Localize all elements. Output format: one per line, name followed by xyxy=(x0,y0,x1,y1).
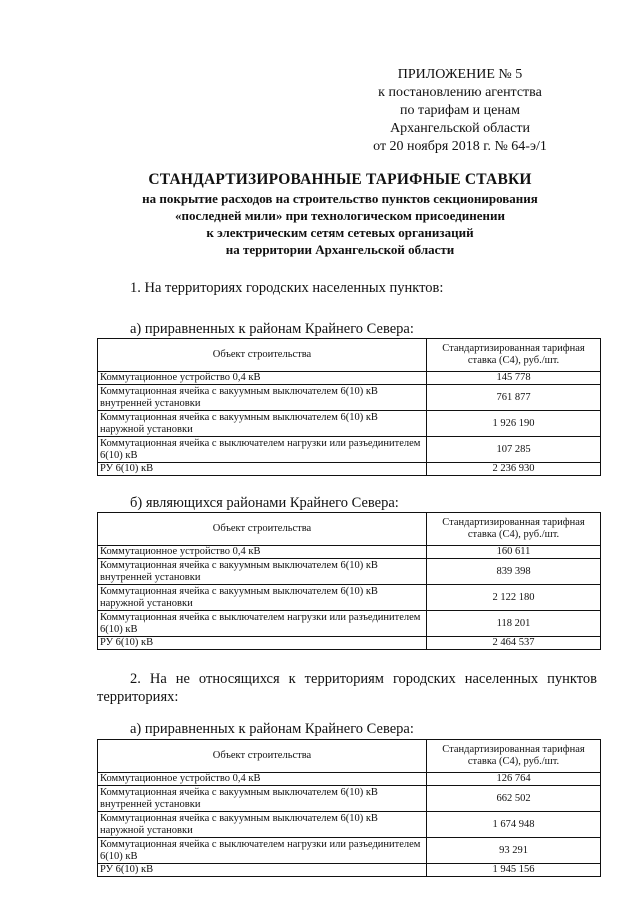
table-row xyxy=(98,372,601,385)
row-value: 1 674 948 xyxy=(427,812,601,838)
row-value: 145 778 xyxy=(427,372,601,385)
header-rate: Стандартизированная тарифная ставка (С4), руб./шт. xyxy=(427,339,601,372)
document-title-line-3: «последней мили» при технологическом присоединении xyxy=(174,208,506,223)
section-2a-heading: а) приравненных к районам Крайнего Севера: xyxy=(130,721,414,737)
table-row xyxy=(98,585,601,611)
section-1a-heading: а) приравненных к районам Крайнего Севера: xyxy=(130,321,414,337)
row-value: 118 201 xyxy=(427,611,601,637)
row-value: 839 398 xyxy=(427,559,601,585)
row-value: 2 464 537 xyxy=(427,637,601,650)
table-row xyxy=(98,812,601,838)
row-object: Коммутационное устройство 0,4 кВ xyxy=(98,546,427,559)
row-value: 2 122 180 xyxy=(427,585,601,611)
row-object: Коммутационная ячейка с вакуумным выключателем 6(10) кВ наружной установки xyxy=(98,585,427,611)
appendix-title: ПРИЛОЖЕНИЕ № 5 xyxy=(397,67,523,82)
row-value: 662 502 xyxy=(427,786,601,812)
table-row xyxy=(98,611,601,637)
table-row xyxy=(98,411,601,437)
row-object: Коммутационная ячейка с выключателем нагрузки или разъединителем 6(10) кВ xyxy=(98,611,427,637)
row-object: Коммутационная ячейка с выключателем нагрузки или разъединителем 6(10) кВ xyxy=(98,838,427,864)
row-object: РУ 6(10) кВ xyxy=(98,463,427,476)
row-object: Коммутационное устройство 0,4 кВ xyxy=(98,773,427,786)
table-row xyxy=(98,559,601,585)
row-object: Коммутационная ячейка с вакуумным выключателем 6(10) кВ наружной установки xyxy=(98,812,427,838)
document-title-main: СТАНДАРТИЗИРОВАННЫЕ ТАРИФНЫЕ СТАВКИ xyxy=(148,171,532,188)
rates-table-2a xyxy=(97,739,601,877)
row-value: 2 236 930 xyxy=(427,463,601,476)
row-value: 1 926 190 xyxy=(427,411,601,437)
table-row xyxy=(98,637,601,650)
row-object: РУ 6(10) кВ xyxy=(98,864,427,877)
section-1b-heading: б) являющихся районами Крайнего Севера: xyxy=(130,495,399,511)
row-value: 107 285 xyxy=(427,437,601,463)
table-row xyxy=(98,838,601,864)
row-object: Коммутационная ячейка с вакуумным выключателем 6(10) кВ наружной установки xyxy=(98,411,427,437)
row-value: 160 611 xyxy=(427,546,601,559)
header-object: Объект строительства xyxy=(98,339,427,372)
table-row xyxy=(98,463,601,476)
header-rate: Стандартизированная тарифная ставка (С4), руб./шт. xyxy=(427,513,601,546)
row-object: Коммутационная ячейка с вакуумным выключателем 6(10) кВ внутренней установки xyxy=(98,385,427,411)
document-title xyxy=(70,170,610,258)
table-header-row xyxy=(98,513,601,546)
row-object: Коммутационная ячейка с вакуумным выключателем 6(10) кВ внутренней установки xyxy=(98,786,427,812)
header-rate: Стандартизированная тарифная ставка (С4), руб./шт. xyxy=(427,740,601,773)
table-row xyxy=(98,437,601,463)
table-row xyxy=(98,786,601,812)
row-object: РУ 6(10) кВ xyxy=(98,637,427,650)
rates-table-1b xyxy=(97,512,601,650)
appendix-line-5: от 20 ноября 2018 г. № 64-э/1 xyxy=(373,139,547,154)
table-row xyxy=(98,773,601,786)
document-title-line-5: на территории Архангельской области xyxy=(225,242,455,257)
row-value: 1 945 156 xyxy=(427,864,601,877)
table-header-row xyxy=(98,339,601,372)
table-row xyxy=(98,385,601,411)
header-object: Объект строительства xyxy=(98,513,427,546)
table-row xyxy=(98,546,601,559)
document-title-line-4: к электрическим сетям сетевых организаций xyxy=(206,225,474,240)
row-object: Коммутационное устройство 0,4 кВ xyxy=(98,372,427,385)
section-2-heading: 2. На не относящихся к территориям городских населенных пунктов территориях: xyxy=(97,671,597,705)
document-title-line-2: на покрытие расходов на строительство пунктов секционирования xyxy=(142,191,538,206)
appendix-header xyxy=(340,66,580,156)
section-1-heading: 1. На территориях городских населенных пунктов: xyxy=(130,280,444,296)
appendix-line-4: Архангельской области xyxy=(390,121,530,136)
appendix-line-3: по тарифам и ценам xyxy=(400,103,520,118)
rates-table-1a xyxy=(97,338,601,476)
row-value: 126 764 xyxy=(427,773,601,786)
row-object: Коммутационная ячейка с вакуумным выключателем 6(10) кВ внутренней установки xyxy=(98,559,427,585)
table-row xyxy=(98,864,601,877)
row-object: Коммутационная ячейка с выключателем нагрузки или разъединителем 6(10) кВ xyxy=(98,437,427,463)
row-value: 761 877 xyxy=(427,385,601,411)
appendix-line-2: к постановлению агентства xyxy=(378,85,542,100)
header-object: Объект строительства xyxy=(98,740,427,773)
row-value: 93 291 xyxy=(427,838,601,864)
table-header-row xyxy=(98,740,601,773)
